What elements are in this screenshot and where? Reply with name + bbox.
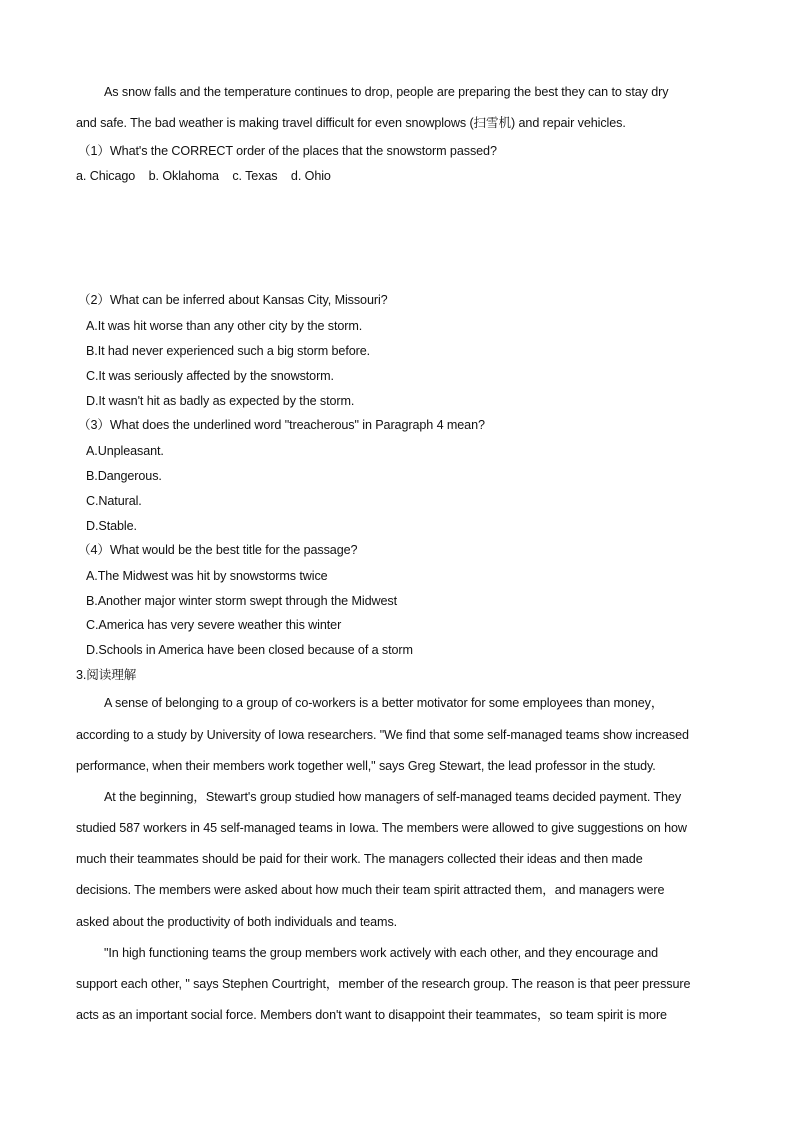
option-c: C.It was seriously affected by the snowstorm.	[86, 369, 334, 383]
section-heading: 3.阅读理解	[76, 668, 137, 682]
paragraph-line: A sense of belonging to a group of co-workers is a better motivator for some employees than money，	[104, 696, 664, 710]
option-a: A.It was hit worse than any other city by the storm.	[86, 319, 363, 333]
option-a: A.The Midwest was hit by snowstorms twice	[86, 569, 328, 583]
passage-1-line-1: As snow falls and the temperature continues to drop, people are preparing the best they can to stay dry	[104, 85, 669, 99]
option-c: c. Texas	[232, 169, 278, 183]
paragraph-line: performance, when their members work together well," says Greg Stewart, the lead professor in the study.	[76, 759, 656, 773]
paragraph-line: asked about the productivity of both individuals and teams.	[76, 915, 398, 929]
option-d: D.It wasn't hit as badly as expected by the storm.	[86, 394, 355, 408]
paragraph-line: acts as an important social force. Members don't want to disappoint their teammates，so team spirit is more	[76, 1008, 667, 1022]
paragraph-line: studied 587 workers in 45 self-managed teams in Iowa. The members were allowed to give suggestions on how	[76, 821, 687, 835]
option-a: A.Unpleasant.	[86, 444, 164, 458]
option-d: D.Stable.	[86, 519, 137, 533]
option-d: D.Schools in America have been closed because of a storm	[86, 643, 413, 657]
paragraph-line: "In high functioning teams the group members work actively with each other, and they encourage and	[104, 946, 659, 960]
option-d: d. Ohio	[290, 169, 331, 183]
paragraph-line: according to a study by University of Iowa researchers. "We find that some self-managed teams show increased	[76, 728, 689, 742]
paragraph-line: decisions. The members were asked about how much their team spirit attracted them，and managers were	[76, 883, 665, 897]
question-1-text: （1）What's the CORRECT order of the places that the snowstorm passed?	[78, 144, 497, 158]
question-3-text: （3）What does the underlined word "treacherous" in Paragraph 4 mean?	[78, 418, 485, 432]
option-b: B.It had never experienced such a big storm before.	[86, 344, 371, 358]
option-b: B.Dangerous.	[86, 469, 162, 483]
paragraph-line: much their teammates should be paid for their work. The managers collected their ideas and then made	[76, 852, 643, 866]
option-b: B.Another major winter storm swept through the Midwest	[86, 594, 397, 608]
question-1-options	[76, 168, 341, 184]
question-2-text: （2）What can be inferred about Kansas City, Missouri?	[78, 293, 388, 307]
paragraph-line: support each other, " says Stephen Courtright，member of the research group. The reason is that peer pressure	[76, 977, 691, 991]
option-c: C.Natural.	[86, 494, 142, 508]
option-a: a. Chicago	[76, 169, 136, 183]
passage-1-line-2: and safe. The bad weather is making travel difficult for even snowplows (扫雪机) and repair vehicles.	[76, 116, 626, 130]
option-c: C.America has very severe weather this winter	[86, 618, 342, 632]
question-4-text: （4）What would be the best title for the passage?	[78, 543, 358, 557]
paragraph-line: At the beginning，Stewart's group studied how managers of self-managed teams decided payment. They	[104, 790, 682, 804]
option-b: b. Oklahoma	[148, 169, 219, 183]
